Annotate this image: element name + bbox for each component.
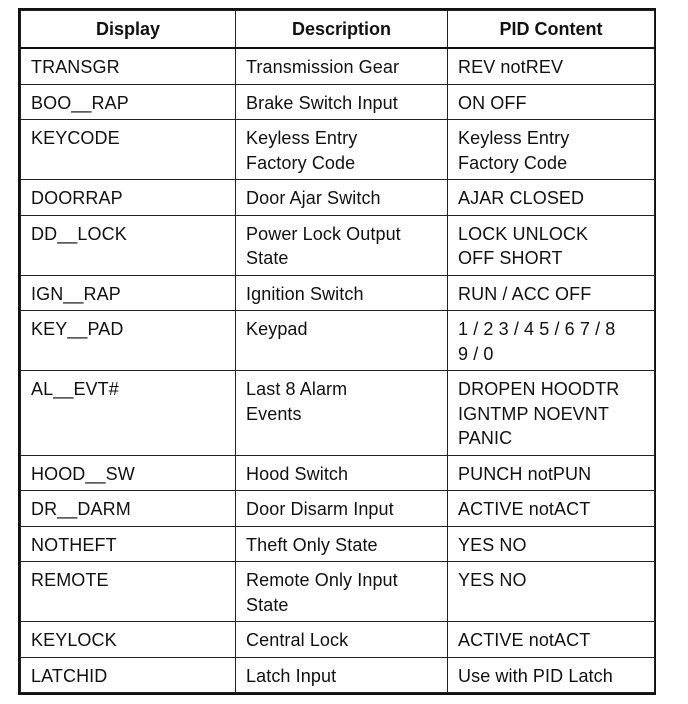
cell-display: TRANSGR xyxy=(21,48,236,84)
table-row xyxy=(21,84,655,120)
cell-pid-content: DROPEN HOODTR IGNTMP NOEVNT PANIC xyxy=(448,371,655,456)
cell-display: IGN__RAP xyxy=(21,275,236,311)
header-description: Description xyxy=(236,11,448,49)
cell-display: NOTHEFT xyxy=(21,526,236,562)
cell-pid-content: RUN / ACC OFF xyxy=(448,275,655,311)
cell-display: AL__EVT# xyxy=(21,371,236,456)
header-display: Display xyxy=(21,11,236,49)
table-row xyxy=(21,622,655,658)
table-row xyxy=(21,311,655,371)
cell-pid-content: REV notREV xyxy=(448,48,655,84)
cell-display: REMOTE xyxy=(21,562,236,622)
cell-description: Remote Only Input State xyxy=(236,562,448,622)
cell-pid-content: ON OFF xyxy=(448,84,655,120)
cell-description: Transmission Gear xyxy=(236,48,448,84)
cell-description: Latch Input xyxy=(236,657,448,693)
cell-pid-content: ACTIVE notACT xyxy=(448,622,655,658)
cell-description: Last 8 Alarm Events xyxy=(236,371,448,456)
pid-table-container xyxy=(18,8,656,695)
cell-description: Hood Switch xyxy=(236,455,448,491)
cell-pid-content: 1 / 2 3 / 4 5 / 6 7 / 8 9 / 0 xyxy=(448,311,655,371)
header-row xyxy=(21,11,655,49)
cell-pid-content: LOCK UNLOCK OFF SHORT xyxy=(448,215,655,275)
cell-display: DOORRAP xyxy=(21,180,236,216)
table-row xyxy=(21,562,655,622)
cell-display: LATCHID xyxy=(21,657,236,693)
cell-display: BOO__RAP xyxy=(21,84,236,120)
cell-display: HOOD__SW xyxy=(21,455,236,491)
table-row xyxy=(21,371,655,456)
pid-table xyxy=(20,10,655,693)
cell-description: Door Disarm Input xyxy=(236,491,448,527)
table-row xyxy=(21,180,655,216)
cell-pid-content: YES NO xyxy=(448,562,655,622)
cell-description: Central Lock xyxy=(236,622,448,658)
table-row xyxy=(21,657,655,693)
cell-pid-content: ACTIVE notACT xyxy=(448,491,655,527)
table-row xyxy=(21,120,655,180)
table-row xyxy=(21,275,655,311)
cell-pid-content: Use with PID Latch xyxy=(448,657,655,693)
table-row xyxy=(21,526,655,562)
table-row xyxy=(21,455,655,491)
cell-display: DD__LOCK xyxy=(21,215,236,275)
cell-pid-content: Keyless Entry Factory Code xyxy=(448,120,655,180)
cell-display: KEY__PAD xyxy=(21,311,236,371)
cell-pid-content: YES NO xyxy=(448,526,655,562)
cell-display: KEYLOCK xyxy=(21,622,236,658)
header-pid-content: PID Content xyxy=(448,11,655,49)
table-row xyxy=(21,215,655,275)
cell-display: KEYCODE xyxy=(21,120,236,180)
cell-description: Keyless Entry Factory Code xyxy=(236,120,448,180)
cell-description: Keypad xyxy=(236,311,448,371)
cell-description: Theft Only State xyxy=(236,526,448,562)
cell-description: Ignition Switch xyxy=(236,275,448,311)
cell-description: Brake Switch Input xyxy=(236,84,448,120)
table-row xyxy=(21,491,655,527)
cell-pid-content: PUNCH notPUN xyxy=(448,455,655,491)
cell-description: Power Lock Output State xyxy=(236,215,448,275)
cell-display: DR__DARM xyxy=(21,491,236,527)
cell-description: Door Ajar Switch xyxy=(236,180,448,216)
cell-pid-content: AJAR CLOSED xyxy=(448,180,655,216)
table-row xyxy=(21,48,655,84)
